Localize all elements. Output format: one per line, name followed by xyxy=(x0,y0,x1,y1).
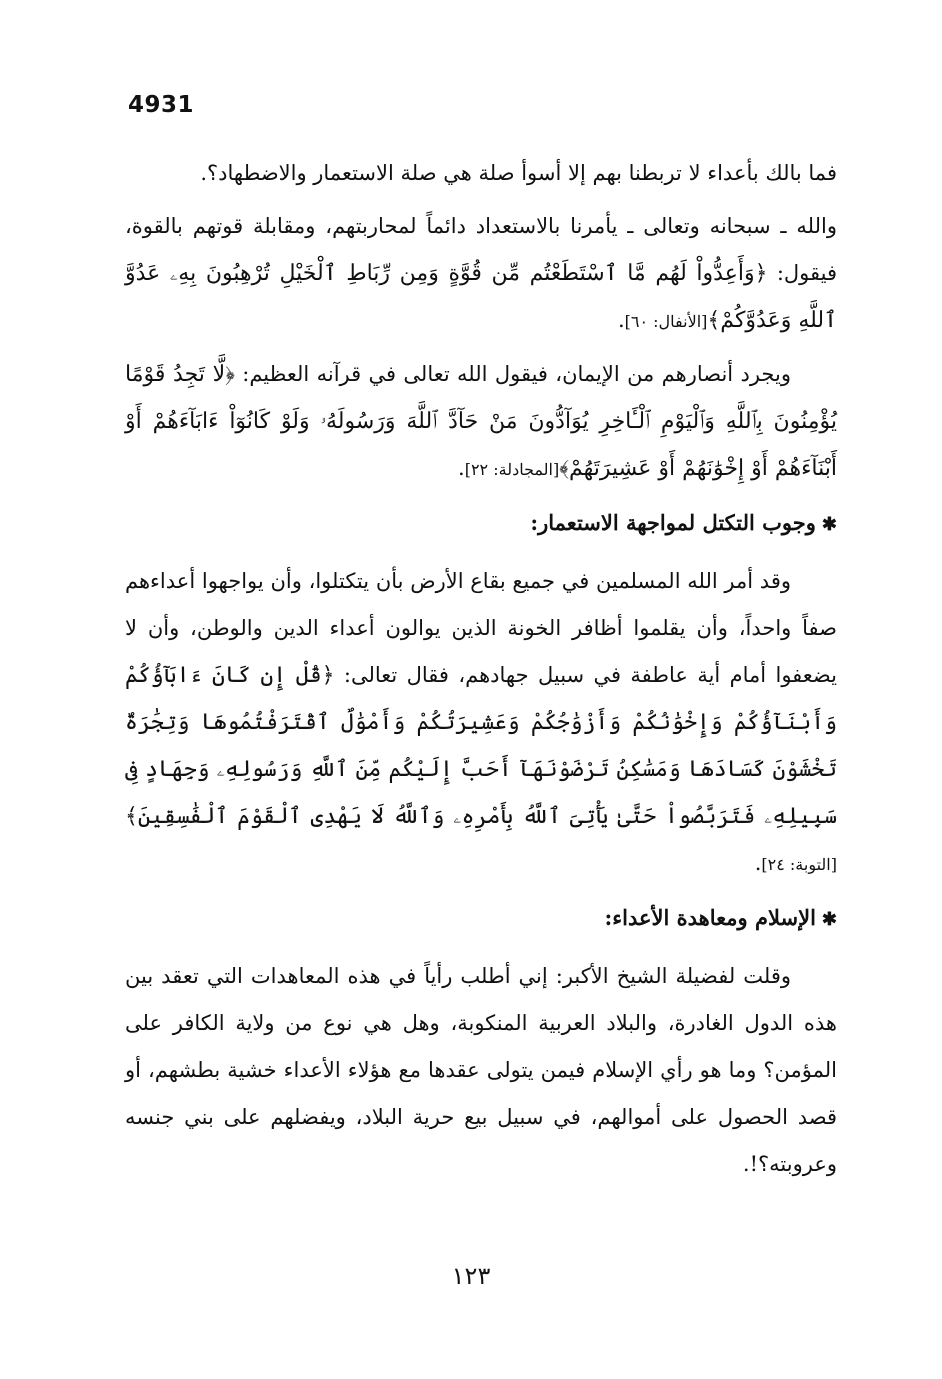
verse-reference-anfal: [الأنفال: ٦٠] xyxy=(624,312,708,331)
page-number-bottom: ١٢٣ xyxy=(451,1262,491,1290)
quran-verse-mujadila: ﴿لَّا تَجِدُ قَوْمًا يُؤْمِنُونَ بِٱللَّهِ وَٱلْيَوْمِ ٱلْـَٔاخِرِ يُوَآدُّونَ مَنْ حَآدَّ ٱللَّهَ وَرَسُولَهُۥ وَلَوْ كَانُوٓاْ ءَابَآءَهُمْ أَوْ أَبْنَآءَهُمْ أَوْ إِخْوَٰنَهُمْ أَوْ عَشِيرَتَهُمْ﴾ xyxy=(125,362,837,481)
page-number-top: 4931 xyxy=(128,92,195,118)
star-icon: ✱ xyxy=(821,909,837,930)
paragraph-4: وقد أمر الله المسلمين في جميع بقاع الأرض بأن يتكتلوا، وأن يواجهوا أعداءهم صفاً واحداً، وأن يقلموا أظافر الخونة الذين يوالون أعداء الدين والوطن، وأن لا يضعفوا أمام أية عاطفة في سبيل جهادهم، فقال تعالى: ﴿قُلْ إِن كَانَ ءَابَآؤُكُمْ وَأَبْنَآؤُكُمْ وَإِخْوَٰنُكُمْ وَأَزْوَٰجُكُمْ وَعَشِيرَتُكُمْ وَأَمْوَٰلٌ ٱقْتَرَفْتُمُوهَا وَتِجَٰرَةٌ تَخْشَوْنَ كَسَادَهَا وَمَسَٰكِنُ تَرْضَوْنَهَآ أَحَبَّ إِلَيْكُم مِّنَ ٱللَّهِ وَرَسُولِهِۦ وَجِهَادٍ فِى سَبِيلِهِۦ فَتَرَبَّصُواْ حَتَّىٰ يَأْتِىَ ٱللَّهُ بِأَمْرِهِۦ وَٱللَّهُ لَا يَهْدِى ٱلْقَوْمَ ٱلْفَٰسِقِينَ﴾[التوبة: ٢٤]. xyxy=(125,569,837,875)
section-heading-2-text: الإسلام ومعاهدة الأعداء: xyxy=(604,905,816,930)
paragraph-1-text: فما بالك بأعداء لا تربطنا بهم إلا أسوأ صلة هي صلة الاستعمار والاضطهاد؟. xyxy=(200,161,837,185)
section-heading-1 xyxy=(125,499,837,548)
paragraph-3-intro: ويجرد أنصارهم من الإيمان، فيقول الله تعالى في قرآنه العظيم: xyxy=(242,362,791,386)
section-heading-1-text: وجوب التكتل لمواجهة الاستعمار: xyxy=(530,510,816,535)
page-body xyxy=(125,150,837,1194)
quran-verse-tawba: ﴿قُلْ إِن كَانَ ءَابَآؤُكُمْ وَأَبْنَآؤُكُمْ وَإِخْوَٰنُكُمْ وَأَزْوَٰجُكُمْ وَعَشِيرَتُكُمْ وَأَمْوَٰلٌ ٱقْتَرَفْتُمُوهَا وَتِجَٰرَةٌ تَخْشَوْنَ كَسَادَهَا وَمَسَٰكِنُ تَرْضَوْنَهَآ أَحَبَّ إِلَيْكُم مِّنَ ٱللَّهِ وَرَسُولِهِۦ وَجِهَادٍ فِى سَبِيلِهِۦ فَتَرَبَّصُواْ حَتَّىٰ يَأْتِىَ ٱللَّهُ بِأَمْرِهِۦ وَٱللَّهُ لَا يَهْدِى ٱلْقَوْمَ ٱلْفَٰسِقِينَ﴾ xyxy=(125,663,837,829)
verse-reference-mujadila: [المجادلة: ٢٢] xyxy=(464,460,560,479)
star-icon: ✱ xyxy=(821,514,837,535)
paragraph-2-intro: والله ـ سبحانه وتعالى ـ يأمرنا بالاستعداد دائماً لمحاربتهم، ومقابلة قوتهم بالقوة، فيقول: xyxy=(125,214,837,285)
quran-verse-anfal: ﴿وَأَعِدُّواْ لَهُم مَّا ٱسْتَطَعْتُم مِّن قُوَّةٍ وَمِن رِّبَاطِ ٱلْخَيْلِ تُرْهِبُونَ بِهِۦ عَدُوَّ ٱللَّهِ وَعَدُوَّكُمْ﴾ xyxy=(125,261,837,333)
section-heading-2 xyxy=(125,894,837,943)
paragraph-5 xyxy=(125,953,837,1188)
paragraph-3: ويجرد أنصارهم من الإيمان، فيقول الله تعالى في قرآنه العظيم: ﴿لَّا تَجِدُ قَوْمًا يُؤْمِنُونَ بِٱللَّهِ وَٱلْيَوْمِ ٱلْـَٔاخِرِ يُوَآدُّونَ مَنْ حَآدَّ ٱللَّهَ وَرَسُولَهُۥ وَلَوْ كَانُوٓاْ ءَابَآءَهُمْ أَوْ أَبْنَآءَهُمْ أَوْ إِخْوَٰنَهُمْ أَوْ عَشِيرَتَهُمْ﴾[المجادلة: ٢٢]. xyxy=(125,362,837,481)
paragraph-4-intro: وقد أمر الله المسلمين في جميع بقاع الأرض بأن يتكتلوا، وأن يواجهوا أعداءهم صفاً واحداً، وأن يقلموا أظافر الخونة الذين يوالون أعداء الدين والوطن، وأن لا يضعفوا أمام أية عاطفة في سبيل جهادهم، فقال تعالى: xyxy=(125,569,837,687)
paragraph-2: والله ـ سبحانه وتعالى ـ يأمرنا بالاستعداد دائماً لمحاربتهم، ومقابلة قوتهم بالقوة، فيقول: ﴿وَأَعِدُّواْ لَهُم مَّا ٱسْتَطَعْتُم مِّن قُوَّةٍ وَمِن رِّبَاطِ ٱلْخَيْلِ تُرْهِبُونَ بِهِۦ عَدُوَّ ٱللَّهِ وَعَدُوَّكُمْ﴾[الأنفال: ٦٠]. xyxy=(125,214,837,333)
paragraph-5-text: وقلت لفضيلة الشيخ الأكبر: إني أطلب رأياً في هذه المعاهدات التي تعقد بين هذه الدول الغادرة، والبلاد العربية المنكوبة، وهل هي نوع من ولاية الكافر على المؤمن؟ وما هو رأي الإسلام فيمن يتولى عقدها مع هؤلاء الأعداء خشية بطشهم، أو قصد الحصول على أموالهم، في سبيل بيع حرية البلاد، ويفضلهم على بني جنسه وعروبته؟!. xyxy=(125,964,837,1176)
verse-reference-tawba: [التوبة: ٢٤] xyxy=(761,855,837,874)
paragraph-1 xyxy=(125,150,837,197)
